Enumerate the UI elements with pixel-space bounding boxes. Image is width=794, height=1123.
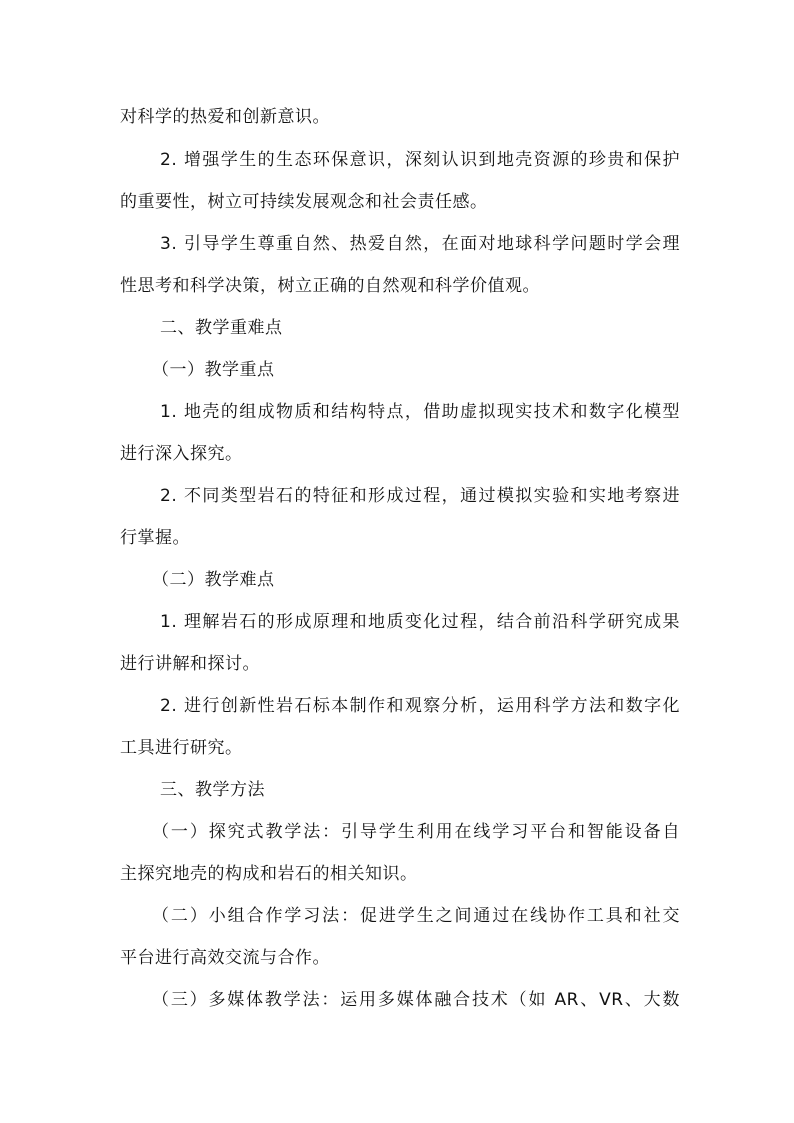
- paragraph-line: 1. 理解岩石的形成原理和地质变化过程，结合前沿科学研究成果: [160, 612, 680, 632]
- paragraph-line: 2. 进行创新性岩石标本制作和观察分析，运用科学方法和数字化: [160, 696, 680, 716]
- paragraph-line: 进行讲解和探讨。: [120, 654, 260, 674]
- subsection-heading: （一）教学重点: [152, 360, 275, 380]
- paragraph-line: （一）探究式教学法：引导学生利用在线学习平台和智能设备自: [152, 822, 680, 842]
- paragraph-line: 2. 不同类型岩石的特征和形成过程，通过模拟实验和实地考察进: [160, 486, 680, 506]
- paragraph-line: （二）小组合作学习法：促进学生之间通过在线协作工具和社交: [152, 906, 680, 926]
- section-heading: 二、教学重难点: [160, 318, 283, 338]
- paragraph-line: 对科学的热爱和创新意识。: [120, 107, 330, 127]
- paragraph-line: 进行深入探究。: [120, 444, 243, 464]
- paragraph-line: （三）多媒体教学法：运用多媒体融合技术（如 AR、VR、大数: [152, 990, 680, 1010]
- paragraph-line: 2. 增强学生的生态环保意识，深刻认识到地壳资源的珍贵和保护: [160, 150, 680, 170]
- paragraph-line: 性思考和科学决策，树立正确的自然观和科学价值观。: [120, 276, 540, 296]
- paragraph-line: 行掌握。: [120, 528, 190, 548]
- paragraph-line: 主探究地壳的构成和岩石的相关知识。: [120, 864, 418, 884]
- paragraph-line: 的重要性，树立可持续发展观念和社会责任感。: [120, 192, 488, 212]
- paragraph-line: 工具进行研究。: [120, 738, 243, 758]
- paragraph-line: 3. 引导学生尊重自然、热爱自然，在面对地球科学问题时学会理: [160, 234, 680, 254]
- subsection-heading: （二）教学难点: [152, 570, 275, 590]
- section-heading: 三、教学方法: [160, 780, 265, 800]
- paragraph-line: 平台进行高效交流与合作。: [120, 948, 330, 968]
- paragraph-line: 1. 地壳的组成物质和结构特点，借助虚拟现实技术和数字化模型: [160, 402, 680, 422]
